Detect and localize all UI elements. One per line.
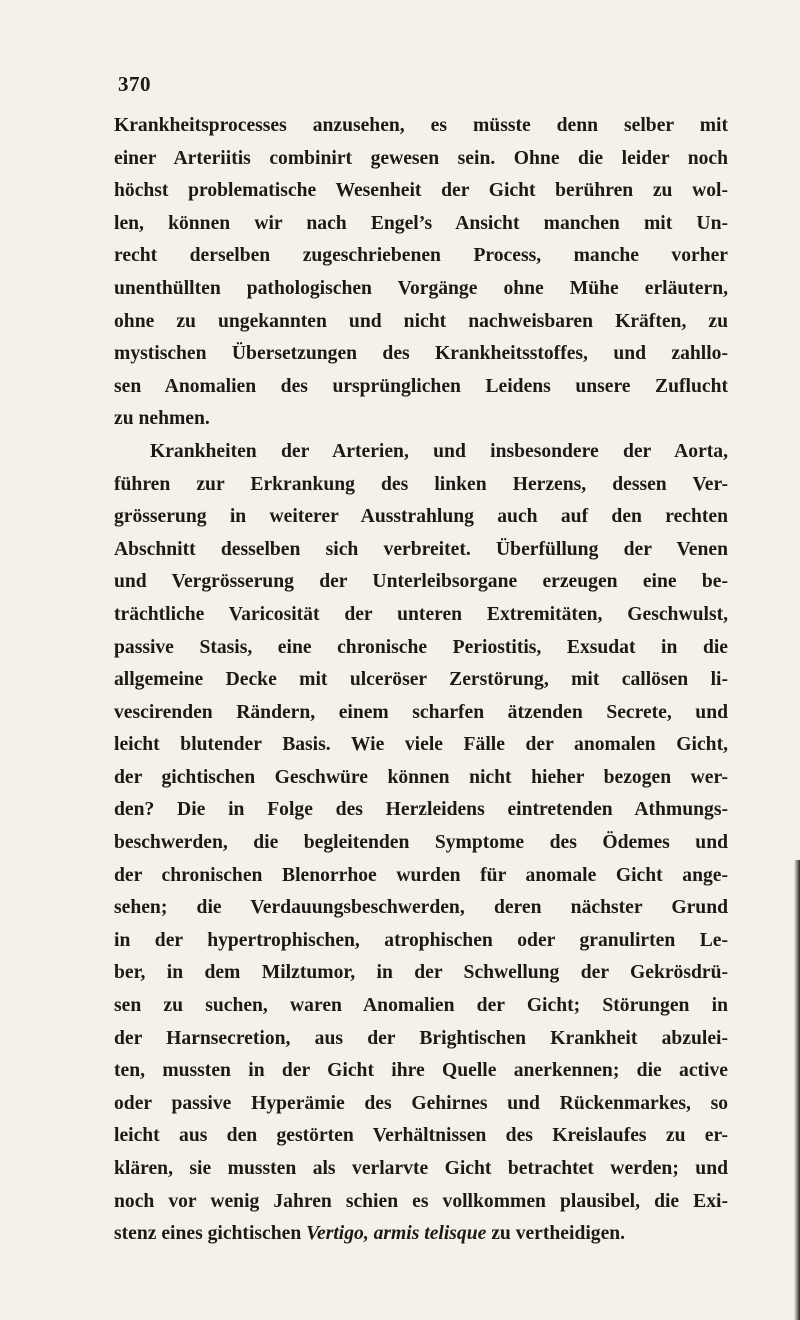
text-line: höchst problematische Wesenheit der Gicht berühren zu wol-	[114, 180, 728, 202]
page-number: 370	[118, 72, 151, 96]
text-line: zu nehmen.	[114, 408, 210, 430]
text-line: der gichtischen Geschwüre können nicht hieher bezogen wer-	[114, 766, 728, 788]
text-line: und Vergrösserung der Unterleibsorgane erzeugen eine be-	[114, 571, 728, 593]
text-line: klären, sie mussten als verlarvte Gicht betrachtet werden; und	[114, 1158, 728, 1179]
text-line: leicht aus den gestörten Verhältnissen des Kreislaufes zu er-	[114, 1125, 728, 1147]
text-line: mystischen Übersetzungen des Krankheitsstoffes, und zahllo-	[114, 343, 728, 365]
text-line: noch vor wenig Jahren schien es vollkommen plausibel, die Exi-	[114, 1190, 728, 1212]
text-line: ten, mussten in der Gicht ihre Quelle anerkennen; die active	[114, 1060, 728, 1082]
text-line: einer Arteriitis combinirt gewesen sein. Ohne die leider noch	[114, 147, 728, 169]
text-line: passive Stasis, eine chronische Periostitis, Exsudat in die	[114, 636, 728, 658]
text-line: der Harnsecretion, aus der Brightischen Krankheit abzulei-	[114, 1027, 728, 1049]
text-line: Abschnitt desselben sich verbreitet. Überfüllung der Venen	[114, 538, 728, 560]
text-line: ohne zu ungekannten und nicht nachweisbaren Kräften, zu	[114, 310, 728, 332]
text-line: oder passive Hyperämie des Gehirnes und Rückenmarkes, so	[114, 1092, 728, 1114]
italic-phrase: Vertigo, armis telisque	[306, 1223, 487, 1245]
text-line: Krankheiten der Arterien, und insbesondere der Aorta,	[150, 440, 728, 462]
text-line: sen zu suchen, waren Anomalien der Gicht; Störungen in	[114, 995, 728, 1017]
text-line: führen zur Erkrankung des linken Herzens, dessen Ver-	[114, 473, 728, 495]
page-edge-shadow	[794, 860, 800, 1320]
text-line: leicht blutender Basis. Wie viele Fälle der anomalen Gicht,	[114, 734, 728, 756]
text-line: recht derselben zugeschriebenen Process, manche vorher	[114, 245, 728, 267]
final-line-end: zu vertheidigen.	[486, 1223, 626, 1245]
text-line: ber, in dem Milztumor, in der Schwellung der Gekrösdrü-	[114, 962, 728, 984]
text-line: len, können wir nach Engel’s Ansicht manchen mit Un-	[114, 212, 728, 234]
text-line: in der hypertrophischen, atrophischen oder granulirten Le-	[114, 929, 728, 951]
text-line: vescirenden Rändern, einem scharfen ätzenden Secrete, und	[114, 701, 728, 723]
text-line: sen Anomalien des ursprünglichen Leidens unsere Zuflucht	[114, 375, 728, 397]
text-line: unenthüllten pathologischen Vorgänge ohne Mühe erläutern,	[114, 277, 728, 299]
text-line: sehen; die Verdauungsbeschwerden, deren nächster Grund	[114, 897, 728, 919]
text-line: grösserung in weiterer Ausstrahlung auch auf den rechten	[114, 506, 728, 528]
final-text-line	[114, 1218, 728, 1251]
text-line: allgemeine Decke mit ulceröser Zerstörung, mit callösen li-	[114, 669, 728, 691]
text-line: trächtliche Varicosität der unteren Extremitäten, Geschwulst,	[114, 603, 728, 625]
final-line-start: stenz eines gichtischen	[114, 1223, 307, 1245]
text-line: der chronischen Blenorrhoe wurden für anomale Gicht ange-	[114, 864, 728, 886]
text-line: den? Die in Folge des Herzleidens eintretenden Athmungs-	[114, 799, 728, 821]
text-line: Krankheitsprocesses anzusehen, es müsste denn selber mit	[114, 115, 728, 136]
body-text	[114, 110, 728, 1251]
text-line: beschwerden, die begleitenden Symptome des Ödemes und	[114, 832, 728, 854]
